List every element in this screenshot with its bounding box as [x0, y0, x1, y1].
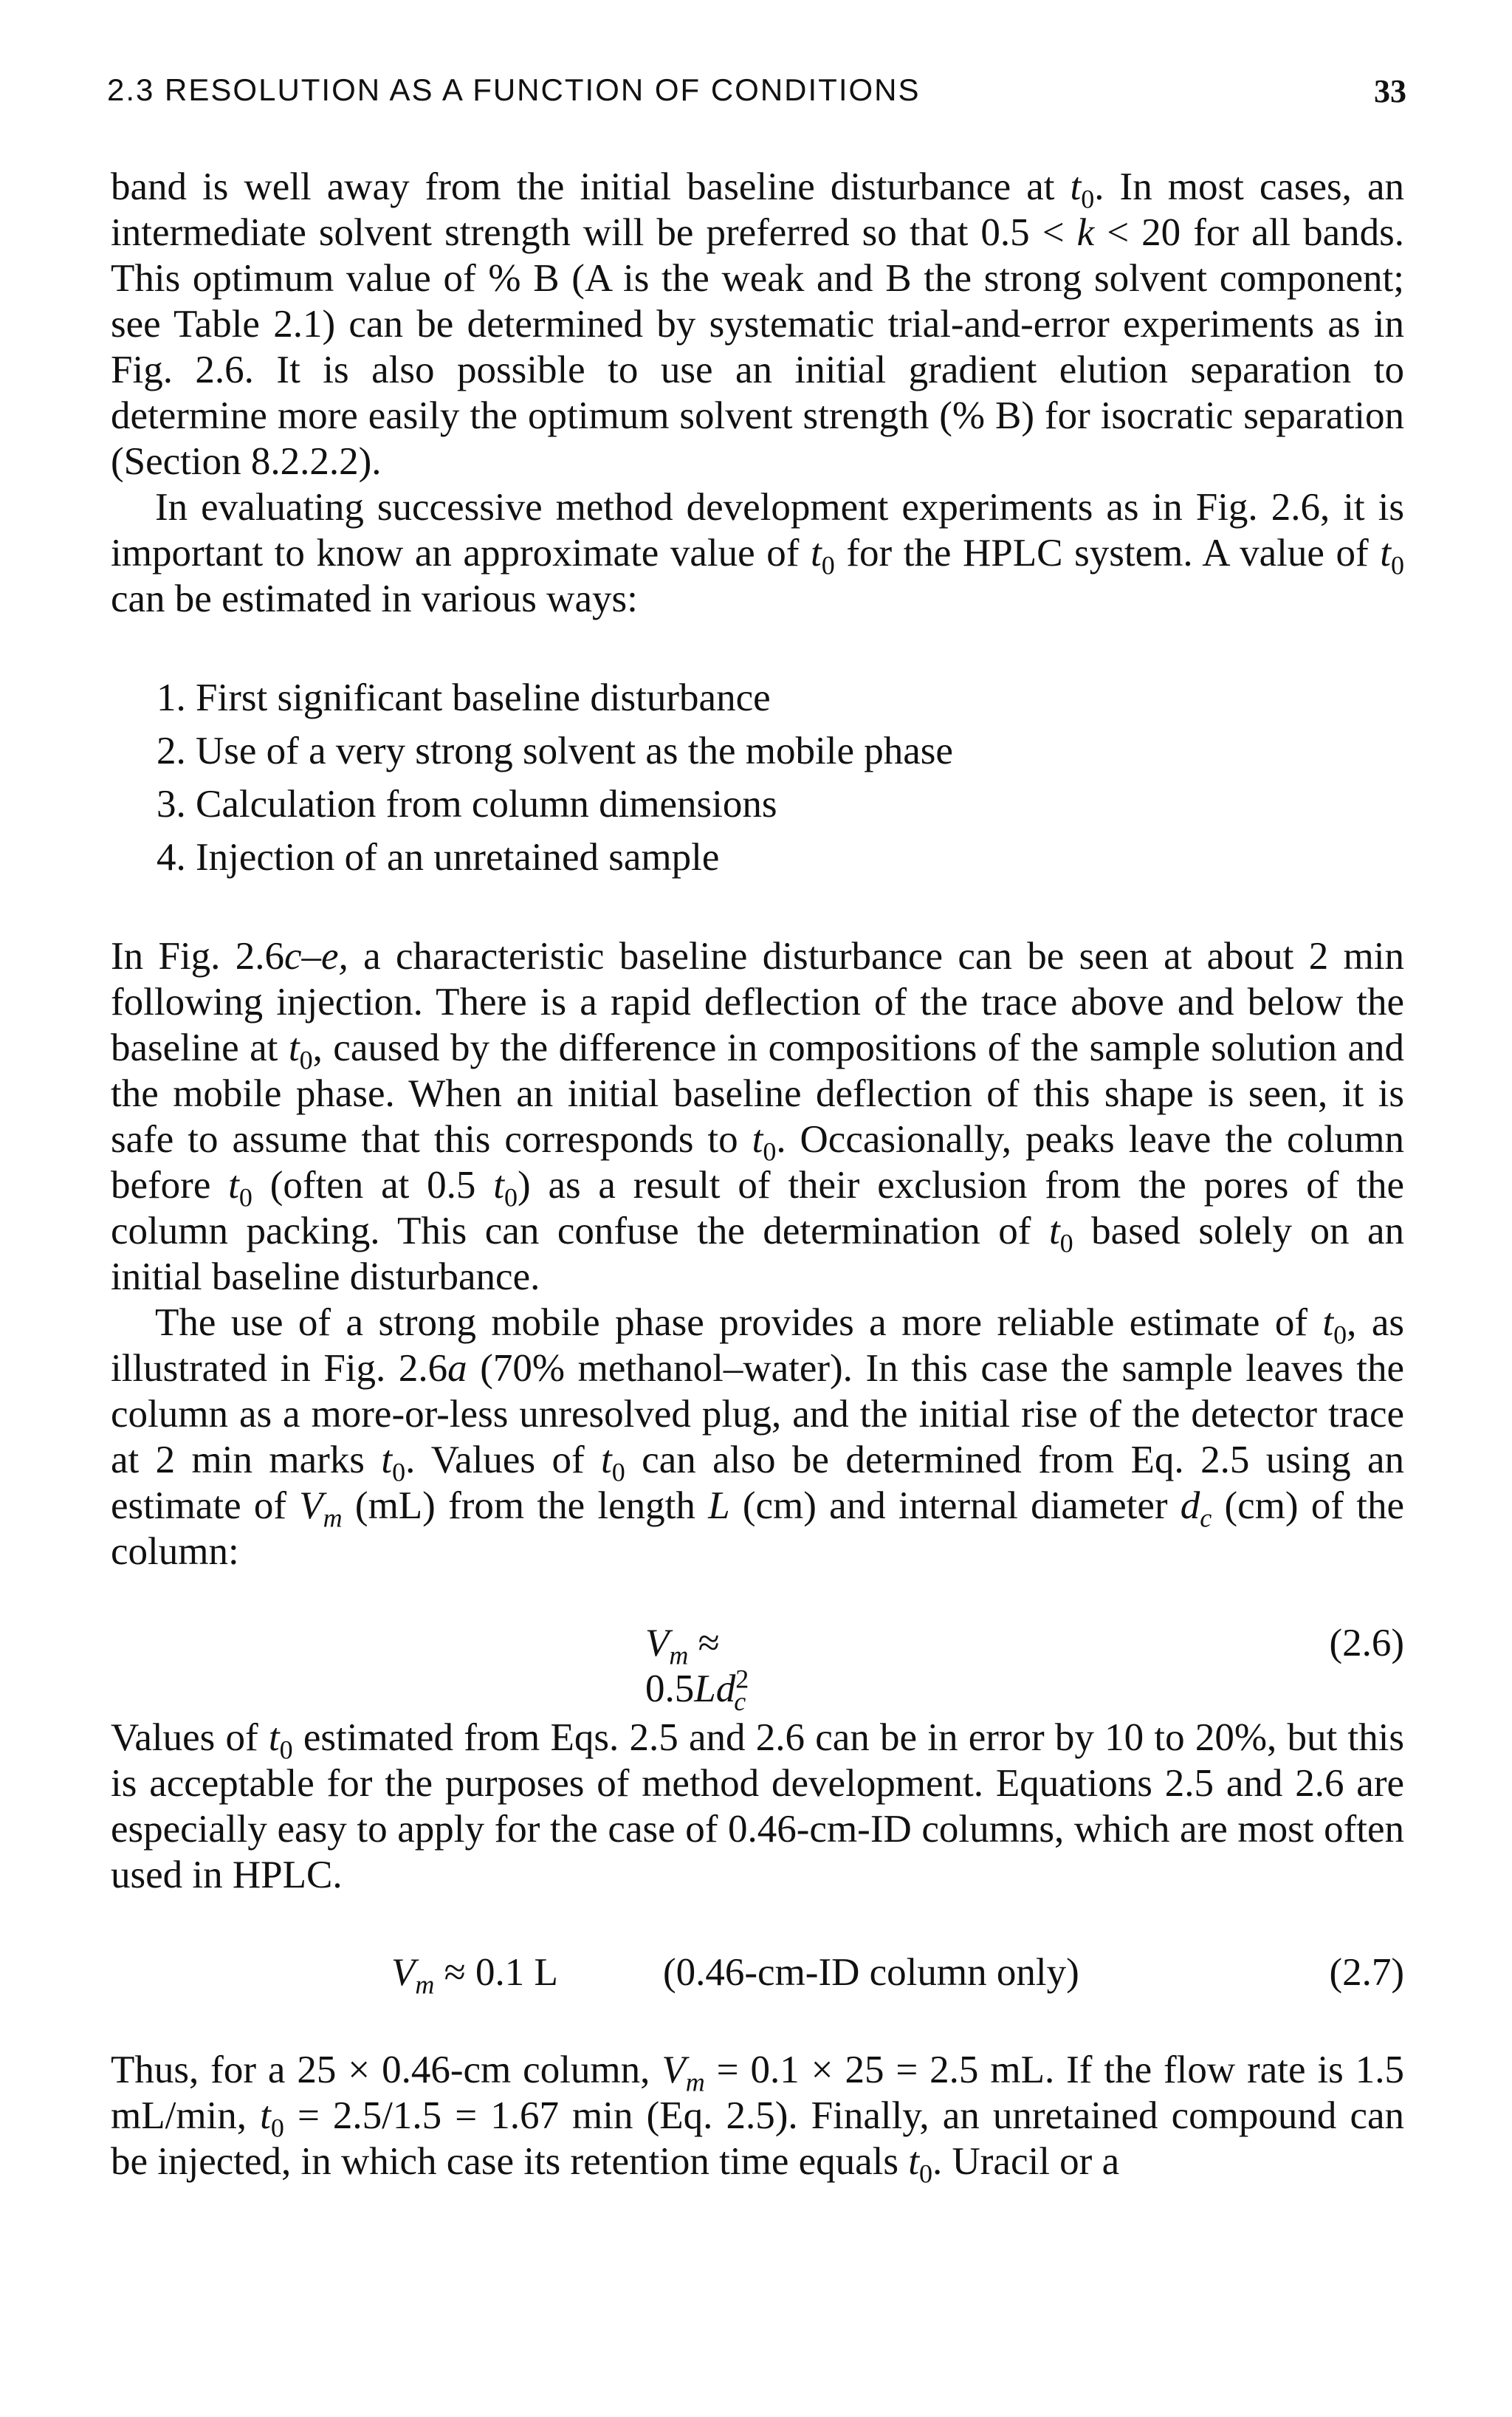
equation-note: (0.46-cm-ID column only) — [663, 1951, 1079, 1994]
running-title: 2.3 RESOLUTION AS A FUNCTION OF CONDITIONS — [107, 72, 921, 107]
paragraph-2: In evaluating successive method development experiments as in Fig. 2.6, it is important to know an approximate value of $t_0$ for the HPLC system. A value of $t_0$ can be estimated in various ways: — [111, 486, 1404, 620]
methods-list — [111, 675, 1404, 888]
running-header — [107, 72, 1406, 117]
equation-2-7 — [111, 1950, 1404, 2000]
paragraph-4: The use of a strong mobile phase provides a more reliable estimate of $t_0$, as illustrated in Fig. 2.6a (70% methanol–water). In this case the sample leaves the column as a more-or-less unresolved plug, and the initial rise of the detector trace at 2 min marks $t_0$. Values of $t_0$ can also be determined from Eq. 2.5 using an estimate of $V_m$ (mL) from the length L (cm) and internal diameter $d_c$ (cm) of the column: — [111, 1301, 1405, 1573]
body-text — [111, 164, 1405, 2189]
paragraph-3: In Fig. 2.6c–e, a characteristic baseline disturbance can be seen at about 2 min following injection. There is a rapid deflection of the trace above and below the baseline at $t_0$, caused by the difference in compositions of the sample solution and the mobile phase. When an initial baseline deflection of this shape is seen, it is safe to assume that this corresponds to $t_0$. Occasionally, peaks leave the column before $t_0$ (often at 0.5 $t_0$) as a result of their exclusion from the pores of the column packing. This can confuse the determination of $t_0$ based solely on an initial baseline disturbance. — [111, 935, 1404, 1298]
list-item: 2. Use of a very strong solvent as the mobile phase — [157, 730, 953, 772]
equation-2-6 — [111, 1620, 1404, 1716]
list-item: 3. Calculation from column dimensions — [157, 783, 777, 826]
equation-number: (2.6) — [1329, 1622, 1404, 1665]
paragraph-6: Thus, for a 25 × 0.46-cm column, $V_m = 0.1 \times 25 = 2.5$ mL. If the flow rate is 1.5 mL/min, $t_0 = 2.5/1.5 = 1.67$ min (Eq. 2.5). Finally, an unretained compound can be injected, in which case its retention time equals $t_0$. Uracil or a — [111, 2049, 1405, 2189]
equation-number: (2.7) — [1329, 1951, 1404, 1994]
paragraph-1: band is well away from the initial baseline disturbance at $t_0$. In most cases, an intermediate solvent strength will be preferred so that 0.5 < k < 20 for all bands. This optimum value of % B (A is the weak and B the strong solvent component; see Table 2.1) can be determined by systematic trial-and-error experiments as in Fig. 2.6. It is also possible to use an initial gradient elution separation to determine more easily the optimum solvent strength (% B) for isocratic separation (Section 8.2.2.2). — [111, 165, 1405, 483]
list-item: 1. First significant baseline disturbance — [157, 676, 771, 719]
equation-expression: $V_m \approx 0.5Ld^2_c$ — [645, 1622, 749, 1716]
equation-expression: $V_m \approx 0.1$ L — [391, 1951, 558, 2000]
list-item: 4. Injection of an unretained sample — [157, 836, 720, 879]
page-number: 33 — [1374, 73, 1406, 109]
paragraph-5: Values of $t_0$ estimated from Eqs. 2.5 and 2.6 can be in error by 10 to 20%, but this is acceptable for the purposes of method development. Equations 2.5 and 2.6 are especially easy to apply for the case of 0.46-cm-ID columns, which are most often used in HPLC. — [111, 1716, 1404, 1896]
